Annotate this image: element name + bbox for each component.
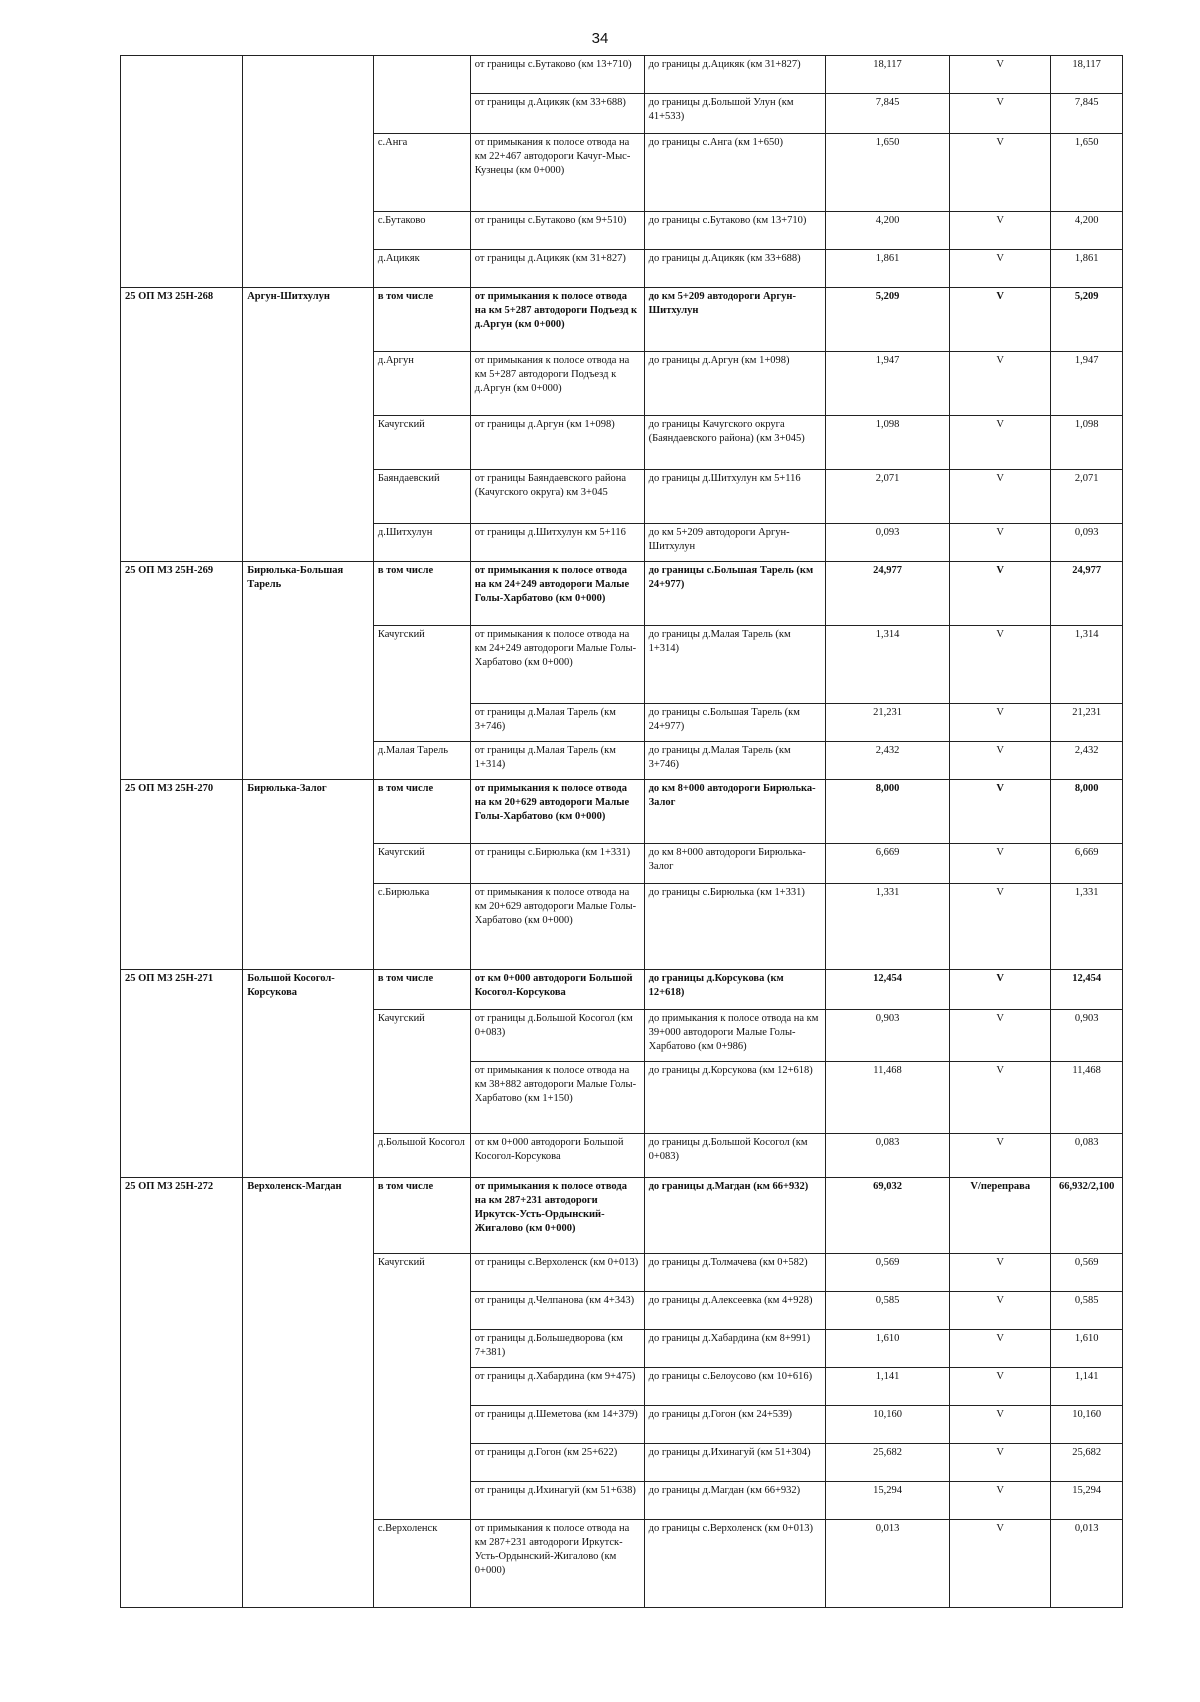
total-cell: 1,314: [1051, 626, 1123, 704]
length-cell: 69,032: [825, 1178, 949, 1254]
from-cell: от примыкания к полосе отвода на км 20+629 автодороги Малые Голы-Харбатово (км 0+000): [470, 780, 644, 844]
from-cell: от границы с.Бирюлька (км 1+331): [470, 844, 644, 884]
to-cell: до км 5+209 автодороги Аргун-Шитхулун: [644, 524, 825, 562]
road-code-cell: 25 ОП МЗ 25Н-270: [121, 780, 243, 844]
total-cell: 15,294: [1051, 1482, 1123, 1520]
road-name-cell: Бирюлька-Большая Тарель: [243, 562, 374, 626]
from-cell: от границы д.Челпанова (км 4+343): [470, 1292, 644, 1330]
length-cell: 1,947: [825, 352, 949, 416]
length-cell: 10,160: [825, 1406, 949, 1444]
settlement-cell: в том числе: [373, 562, 470, 626]
total-cell: 10,160: [1051, 1406, 1123, 1444]
total-cell: 24,977: [1051, 562, 1123, 626]
category-cell: V: [950, 704, 1051, 742]
settlement-cell: д.Малая Тарель: [373, 742, 470, 780]
road-name-cell: Верхоленск-Магдан: [243, 1178, 374, 1254]
to-cell: до границы д.Малая Тарель (км 1+314): [644, 626, 825, 704]
length-cell: 25,682: [825, 1444, 949, 1482]
table-row: [121, 1292, 1123, 1330]
table-row: [121, 470, 1123, 524]
table-row: [121, 56, 1123, 94]
road-code-cell: 25 ОП МЗ 25Н-269: [121, 562, 243, 626]
from-cell: от границы д.Ацикяк (км 33+688): [470, 94, 644, 134]
length-cell: 21,231: [825, 704, 949, 742]
to-cell: до границы д.Ихинагуй (км 51+304): [644, 1444, 825, 1482]
from-cell: от границы д.Гогон (км 25+622): [470, 1444, 644, 1482]
settlement-cell: [373, 56, 470, 94]
settlement-cell: с.Бирюлька: [373, 884, 470, 970]
total-cell: 1,141: [1051, 1368, 1123, 1406]
length-cell: 18,117: [825, 56, 949, 94]
total-cell: 2,432: [1051, 742, 1123, 780]
table-row: [121, 94, 1123, 134]
table-row: [121, 1062, 1123, 1134]
length-cell: 1,610: [825, 1330, 949, 1368]
length-cell: 0,093: [825, 524, 949, 562]
length-cell: 1,314: [825, 626, 949, 704]
length-cell: 1,861: [825, 250, 949, 288]
from-cell: от границы с.Бутаково (км 9+510): [470, 212, 644, 250]
settlement-cell: в том числе: [373, 288, 470, 352]
to-cell: до границы д.Магдан (км 66+932): [644, 1482, 825, 1520]
road-code-cell: 25 ОП МЗ 25Н-272: [121, 1178, 243, 1254]
length-cell: 0,013: [825, 1520, 949, 1608]
to-cell: до границы д.Большой Косогол (км 0+083): [644, 1134, 825, 1178]
from-cell: от примыкания к полосе отвода на км 287+231 автодороги Иркутск-Усть-Ордынский-Жигалово (км 0+000): [470, 1520, 644, 1608]
settlement-cell: Качугский: [373, 416, 470, 470]
table-row: [121, 626, 1123, 704]
from-cell: от границы д.Шеметова (км 14+379): [470, 1406, 644, 1444]
settlement-cell: с.Анга: [373, 134, 470, 212]
category-cell: V: [950, 1368, 1051, 1406]
to-cell: до границы д.Хабардина (км 8+991): [644, 1330, 825, 1368]
category-cell: V: [950, 416, 1051, 470]
total-cell: 18,117: [1051, 56, 1123, 94]
category-cell: V: [950, 1520, 1051, 1608]
to-cell: до границы д.Малая Тарель (км 3+746): [644, 742, 825, 780]
road-code-cell: 25 ОП МЗ 25Н-271: [121, 970, 243, 1010]
length-cell: 1,098: [825, 416, 949, 470]
total-cell: 21,231: [1051, 704, 1123, 742]
length-cell: 7,845: [825, 94, 949, 134]
table-row: [121, 1330, 1123, 1368]
total-cell: 0,903: [1051, 1010, 1123, 1062]
road-code-cell: [121, 56, 243, 94]
total-cell: 0,093: [1051, 524, 1123, 562]
table-row: [121, 1178, 1123, 1254]
road-name-cell: Большой Косогол-Корсукова: [243, 970, 374, 1010]
table-row: [121, 1444, 1123, 1482]
table-row: [121, 352, 1123, 416]
page-number: 34: [591, 30, 609, 47]
table-row: [121, 780, 1123, 844]
length-cell: 15,294: [825, 1482, 949, 1520]
table-row: [121, 1134, 1123, 1178]
to-cell: до границы д.Алексеевка (км 4+928): [644, 1292, 825, 1330]
to-cell: до границы с.Бирюлька (км 1+331): [644, 884, 825, 970]
category-cell: V: [950, 250, 1051, 288]
settlement-cell: в том числе: [373, 970, 470, 1010]
to-cell: до границы Качугского округа (Баяндаевского района) (км 3+045): [644, 416, 825, 470]
from-cell: от границы д.Малая Тарель (км 3+746): [470, 704, 644, 742]
length-cell: 0,569: [825, 1254, 949, 1292]
category-cell: V: [950, 134, 1051, 212]
road-code-cell: 25 ОП МЗ 25Н-268: [121, 288, 243, 352]
length-cell: 12,454: [825, 970, 949, 1010]
length-cell: 0,585: [825, 1292, 949, 1330]
category-cell: V: [950, 1134, 1051, 1178]
to-cell: до границы с.Анга (км 1+650): [644, 134, 825, 212]
from-cell: от границы д.Ихинагуй (км 51+638): [470, 1482, 644, 1520]
total-cell: 2,071: [1051, 470, 1123, 524]
category-cell: V: [950, 94, 1051, 134]
to-cell: до границы д.Корсукова (км 12+618): [644, 970, 825, 1010]
category-cell: V: [950, 352, 1051, 416]
from-cell: от примыкания к полосе отвода на км 287+231 автодороги Иркутск-Усть-Ордынский-Жигалово (км 0+000): [470, 1178, 644, 1254]
from-cell: от границы д.Хабардина (км 9+475): [470, 1368, 644, 1406]
total-cell: 1,331: [1051, 884, 1123, 970]
total-cell: 66,932/2,100: [1051, 1178, 1123, 1254]
total-cell: 1,650: [1051, 134, 1123, 212]
to-cell: до границы д.Аргун (км 1+098): [644, 352, 825, 416]
from-cell: от км 0+000 автодороги Большой Косогол-Корсукова: [470, 970, 644, 1010]
to-cell: до границы д.Ацикяк (км 31+827): [644, 56, 825, 94]
length-cell: 5,209: [825, 288, 949, 352]
table-row: [121, 250, 1123, 288]
table-row: [121, 704, 1123, 742]
category-cell: V: [950, 562, 1051, 626]
to-cell: до границы д.Корсукова (км 12+618): [644, 1062, 825, 1134]
from-cell: от границы д.Малая Тарель (км 1+314): [470, 742, 644, 780]
category-cell: V: [950, 626, 1051, 704]
total-cell: 5,209: [1051, 288, 1123, 352]
category-cell: V: [950, 1482, 1051, 1520]
table-row: [121, 1010, 1123, 1062]
from-cell: от примыкания к полосе отвода на км 24+249 автодороги Малые Голы-Харбатово (км 0+000): [470, 626, 644, 704]
from-cell: от границы д.Ацикяк (км 31+827): [470, 250, 644, 288]
total-cell: 1,098: [1051, 416, 1123, 470]
table-row: [121, 1406, 1123, 1444]
settlement-cell: д.Шитхулун: [373, 524, 470, 562]
total-cell: 0,585: [1051, 1292, 1123, 1330]
from-cell: от границы д.Большедворова (км 7+381): [470, 1330, 644, 1368]
from-cell: от границы с.Бутаково (км 13+710): [470, 56, 644, 94]
settlement-cell: Качугский: [373, 1010, 470, 1062]
total-cell: 0,569: [1051, 1254, 1123, 1292]
road-name-cell: Бирюлька-Залог: [243, 780, 374, 844]
from-cell: от примыкания к полосе отвода на км 24+249 автодороги Малые Голы-Харбатово (км 0+000): [470, 562, 644, 626]
category-cell: V: [950, 1062, 1051, 1134]
total-cell: 1,947: [1051, 352, 1123, 416]
category-cell: V/переправа: [950, 1178, 1051, 1254]
to-cell: до границы с.Большая Тарель (км 24+977): [644, 704, 825, 742]
settlement-cell: Качугский: [373, 844, 470, 884]
length-cell: 11,468: [825, 1062, 949, 1134]
length-cell: 1,331: [825, 884, 949, 970]
table-row: [121, 524, 1123, 562]
to-cell: до км 5+209 автодороги Аргун-Шитхулун: [644, 288, 825, 352]
from-cell: от границы д.Шитхулун км 5+116: [470, 524, 644, 562]
road-registry-table: [120, 55, 1123, 1608]
to-cell: до границы с.Бутаково (км 13+710): [644, 212, 825, 250]
category-cell: V: [950, 524, 1051, 562]
total-cell: 0,083: [1051, 1134, 1123, 1178]
category-cell: V: [950, 1406, 1051, 1444]
category-cell: V: [950, 212, 1051, 250]
table-row: [121, 562, 1123, 626]
table-row: [121, 212, 1123, 250]
settlement-cell: в том числе: [373, 1178, 470, 1254]
from-cell: от км 0+000 автодороги Большой Косогол-Корсукова: [470, 1134, 644, 1178]
table-row: [121, 884, 1123, 970]
length-cell: 0,903: [825, 1010, 949, 1062]
from-cell: от границы д.Аргун (км 1+098): [470, 416, 644, 470]
total-cell: 11,468: [1051, 1062, 1123, 1134]
table-row: [121, 134, 1123, 212]
settlement-cell: д.Большой Косогол: [373, 1134, 470, 1178]
table-row: [121, 416, 1123, 470]
to-cell: до границы д.Шитхулун км 5+116: [644, 470, 825, 524]
to-cell: до примыкания к полосе отвода на км 39+000 автодороги Малые Голы-Харбатово (км 0+986): [644, 1010, 825, 1062]
road-name-cell: [243, 56, 374, 94]
category-cell: V: [950, 844, 1051, 884]
length-cell: 2,432: [825, 742, 949, 780]
category-cell: V: [950, 1010, 1051, 1062]
settlement-cell: Качугский: [373, 1254, 470, 1292]
from-cell: от примыкания к полосе отвода на км 20+629 автодороги Малые Голы-Харбатово (км 0+000): [470, 884, 644, 970]
length-cell: 1,650: [825, 134, 949, 212]
total-cell: 1,610: [1051, 1330, 1123, 1368]
table-row: [121, 1368, 1123, 1406]
category-cell: V: [950, 56, 1051, 94]
length-cell: 1,141: [825, 1368, 949, 1406]
to-cell: до границы с.Большая Тарель (км 24+977): [644, 562, 825, 626]
settlement-cell: в том числе: [373, 780, 470, 844]
settlement-cell: д.Аргун: [373, 352, 470, 416]
to-cell: до границы д.Ацикяк (км 33+688): [644, 250, 825, 288]
table-row: [121, 844, 1123, 884]
to-cell: до границы д.Магдан (км 66+932): [644, 1178, 825, 1254]
from-cell: от границы д.Большой Косогол (км 0+083): [470, 1010, 644, 1062]
settlement-cell: Качугский: [373, 626, 470, 704]
from-cell: от примыкания к полосе отвода на км 38+882 автодороги Малые Голы-Харбатово (км 1+150): [470, 1062, 644, 1134]
category-cell: V: [950, 1292, 1051, 1330]
to-cell: до границы с.Верхоленск (км 0+013): [644, 1520, 825, 1608]
total-cell: 4,200: [1051, 212, 1123, 250]
table-row: [121, 742, 1123, 780]
total-cell: 8,000: [1051, 780, 1123, 844]
category-cell: V: [950, 1254, 1051, 1292]
total-cell: 0,013: [1051, 1520, 1123, 1608]
total-cell: 12,454: [1051, 970, 1123, 1010]
length-cell: 2,071: [825, 470, 949, 524]
category-cell: V: [950, 742, 1051, 780]
settlement-cell: с.Верхоленск: [373, 1520, 470, 1608]
from-cell: от примыкания к полосе отвода на км 5+287 автодороги Подъезд к д.Аргун (км 0+000): [470, 288, 644, 352]
length-cell: 8,000: [825, 780, 949, 844]
to-cell: до границы д.Большой Улун (км 41+533): [644, 94, 825, 134]
settlement-cell: д.Ацикяк: [373, 250, 470, 288]
total-cell: 1,861: [1051, 250, 1123, 288]
category-cell: V: [950, 1330, 1051, 1368]
table-row: [121, 1482, 1123, 1520]
road-name-cell: Аргун-Шитхулун: [243, 288, 374, 352]
table-row: [121, 1254, 1123, 1292]
length-cell: 4,200: [825, 212, 949, 250]
length-cell: 6,669: [825, 844, 949, 884]
from-cell: от границы Баяндаевского района (Качугского округа) км 3+045: [470, 470, 644, 524]
category-cell: V: [950, 1444, 1051, 1482]
table-row: [121, 1520, 1123, 1608]
settlement-cell: Баяндаевский: [373, 470, 470, 524]
from-cell: от примыкания к полосе отвода на км 5+287 автодороги Подъезд к д.Аргун (км 0+000): [470, 352, 644, 416]
settlement-cell: с.Бутаково: [373, 212, 470, 250]
to-cell: до км 8+000 автодороги Бирюлька-Залог: [644, 780, 825, 844]
table-row: [121, 970, 1123, 1010]
category-cell: V: [950, 780, 1051, 844]
category-cell: V: [950, 470, 1051, 524]
length-cell: 24,977: [825, 562, 949, 626]
total-cell: 6,669: [1051, 844, 1123, 884]
to-cell: до границы с.Белоусово (км 10+616): [644, 1368, 825, 1406]
length-cell: 0,083: [825, 1134, 949, 1178]
table-row: [121, 288, 1123, 352]
from-cell: от границы с.Верхоленск (км 0+013): [470, 1254, 644, 1292]
category-cell: V: [950, 970, 1051, 1010]
category-cell: V: [950, 288, 1051, 352]
category-cell: V: [950, 884, 1051, 970]
total-cell: 25,682: [1051, 1444, 1123, 1482]
total-cell: 7,845: [1051, 94, 1123, 134]
to-cell: до границы д.Гогон (км 24+539): [644, 1406, 825, 1444]
to-cell: до границы д.Толмачева (км 0+582): [644, 1254, 825, 1292]
to-cell: до км 8+000 автодороги Бирюлька-Залог: [644, 844, 825, 884]
from-cell: от примыкания к полосе отвода на км 22+467 автодороги Качуг-Мыс-Кузнецы (км 0+000): [470, 134, 644, 212]
